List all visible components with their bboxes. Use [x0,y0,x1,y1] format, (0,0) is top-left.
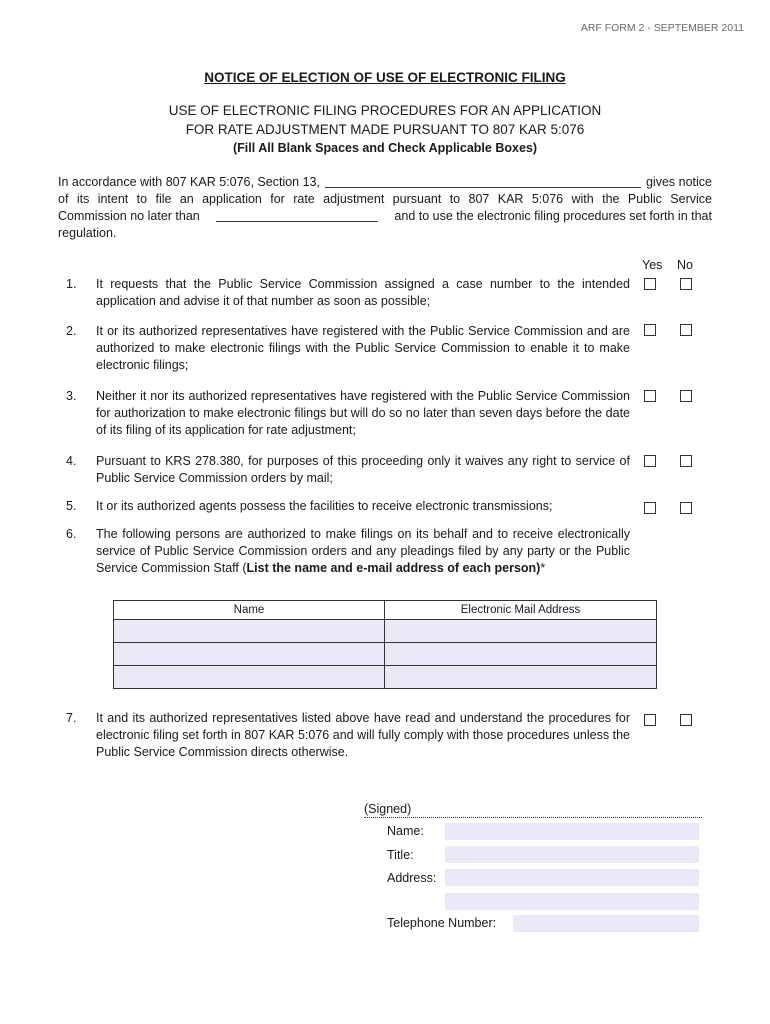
intro-word: adjustment [323,192,385,206]
intro-word: to [136,192,148,206]
intro-part-3: Commission no later than [58,209,200,223]
form-title: NOTICE OF ELECTION OF USE OF ELECTRONIC FILING [204,70,566,85]
intro-line-2 [58,191,712,208]
signature-line[interactable] [364,802,702,818]
item-number: 1. [66,277,77,291]
intro-word: Public [627,192,662,206]
no-column-header: No [677,258,693,272]
intro-word: of [58,192,69,206]
intro-word: with [571,192,594,206]
item-text: It requests that the Public Service Commission assigned a case number to the intended application and advise it of that number as soon as possible; [96,277,630,308]
intro-part-4: and to use the electronic filing procedures set forth in that [394,209,712,223]
name-column-header: Name [114,601,385,620]
item-7-yes-checkbox[interactable] [644,714,656,726]
item-number: 2. [66,324,77,338]
name-cell[interactable] [114,666,385,689]
email-column-header: Electronic Mail Address [385,601,657,620]
item-6 [66,526,630,577]
intro-line-3 [58,208,712,225]
item-text: It or its authorized agents possess the facilities to receive electronic transmissions; [96,499,553,513]
item-5-yes-checkbox[interactable] [644,502,656,514]
email-cell[interactable] [385,620,657,643]
item-text: It and its authorized representatives listed above have read and understand the procedures for electronic filing set forth in 807 KAR 5:076 and will fully comply with those procedures unless the Public Service Commission directs otherwise. [96,711,630,759]
name-field[interactable] [445,823,699,840]
intro-line-1 [58,174,712,191]
item-2 [66,323,630,374]
item-4-no-checkbox[interactable] [680,455,692,467]
item-text: Pursuant to KRS 278.380, for purposes of this proceeding only it waives any right to service of Public Service Commission orders by mail; [96,454,630,485]
email-cell[interactable] [385,643,657,666]
intro-word: to [449,192,461,206]
item-2-no-checkbox[interactable] [680,324,692,336]
item-number: 3. [66,389,77,403]
intro-word: pursuant [392,192,442,206]
intro-word: application [202,192,262,206]
item-2-yes-checkbox[interactable] [644,324,656,336]
email-cell[interactable] [385,666,657,689]
item-7-no-checkbox[interactable] [680,714,692,726]
name-cell[interactable] [114,643,385,666]
telephone-label: Telephone Number: [387,916,497,930]
form-id: ARF FORM 2 - SEPTEMBER 2011 [580,22,744,34]
intro-word: its [76,192,90,206]
subtitle-line-2: FOR RATE ADJUSTMENT MADE PURSUANT TO 807 KAR 5:076 [185,122,585,137]
name-cell[interactable] [114,620,385,643]
address-field-1[interactable] [445,869,699,886]
intro-word: intent [97,192,129,206]
item-6-text: The following persons are authorized to make filings on its behalf and to receive electronically service of Public Service Commission orders and any pleadings filed by any party or the Public Service Commission Staff ( [96,527,630,575]
item-7 [66,710,630,761]
address-label: Address: [387,871,437,885]
table-row [114,620,657,643]
table-header-row [114,601,657,620]
intro-word: for [270,192,285,206]
item-text: It or its authorized representatives have registered with the Public Service Commission and are authorized to make electronic filings with the Public Service Commission to enable it to make electronic filings; [96,324,630,372]
item-6-asterisk: * [540,561,546,575]
authorized-persons-table [113,600,657,689]
item-5 [66,498,630,515]
subtitle-instruction: (Fill All Blank Spaces and Check Applicable Boxes) [232,141,538,155]
item-number: 7. [66,711,77,725]
utility-name-field[interactable] [325,174,641,188]
yes-column-header: Yes [642,258,663,272]
item-3-yes-checkbox[interactable] [644,390,656,402]
intro-word: rate [293,192,315,206]
item-number: 6. [66,527,77,541]
intro-part-1: In accordance with 807 KAR 5:076, Section 13, [58,175,320,189]
table-row [114,643,657,666]
intro-word: KAR [497,192,524,206]
title-label: Title: [387,848,414,862]
item-1-no-checkbox[interactable] [680,278,692,290]
intro-word: file [155,192,172,206]
item-4 [66,453,630,487]
intro-part-2: gives notice [645,175,712,189]
item-1 [66,276,630,310]
intro-paragraph [58,174,712,242]
item-5-no-checkbox[interactable] [680,502,692,514]
item-number: 5. [66,499,77,513]
intro-part-5: regulation. [58,226,117,240]
item-3-no-checkbox[interactable] [680,390,692,402]
item-3 [66,388,630,439]
signed-label: (Signed) [364,802,412,816]
telephone-field[interactable] [513,915,699,932]
intro-word: an [179,192,194,206]
item-number: 4. [66,454,77,468]
item-text [96,526,630,577]
name-label: Name: [387,824,424,838]
address-field-2[interactable] [445,893,699,910]
intro-word: 807 [468,192,490,206]
subtitle-line-1: USE OF ELECTRONIC FILING PROCEDURES FOR AN APPLICATION [168,103,602,118]
item-4-yes-checkbox[interactable] [644,455,656,467]
item-text: Neither it nor its authorized representatives have registered with the Public Service Commission for authorization to make electronic filings but will do so no later than seven days before the date of its filing of its application for rate adjustment; [96,389,630,437]
item-1-yes-checkbox[interactable] [644,278,656,290]
intro-word: Service [670,192,712,206]
intro-word: 5:076 [531,192,564,206]
filing-date-field[interactable] [216,208,378,222]
intro-word: the [602,192,620,206]
item-6-bold-text: List the name and e-mail address of each person) [246,561,541,575]
table-row [114,666,657,689]
title-field[interactable] [445,846,699,863]
